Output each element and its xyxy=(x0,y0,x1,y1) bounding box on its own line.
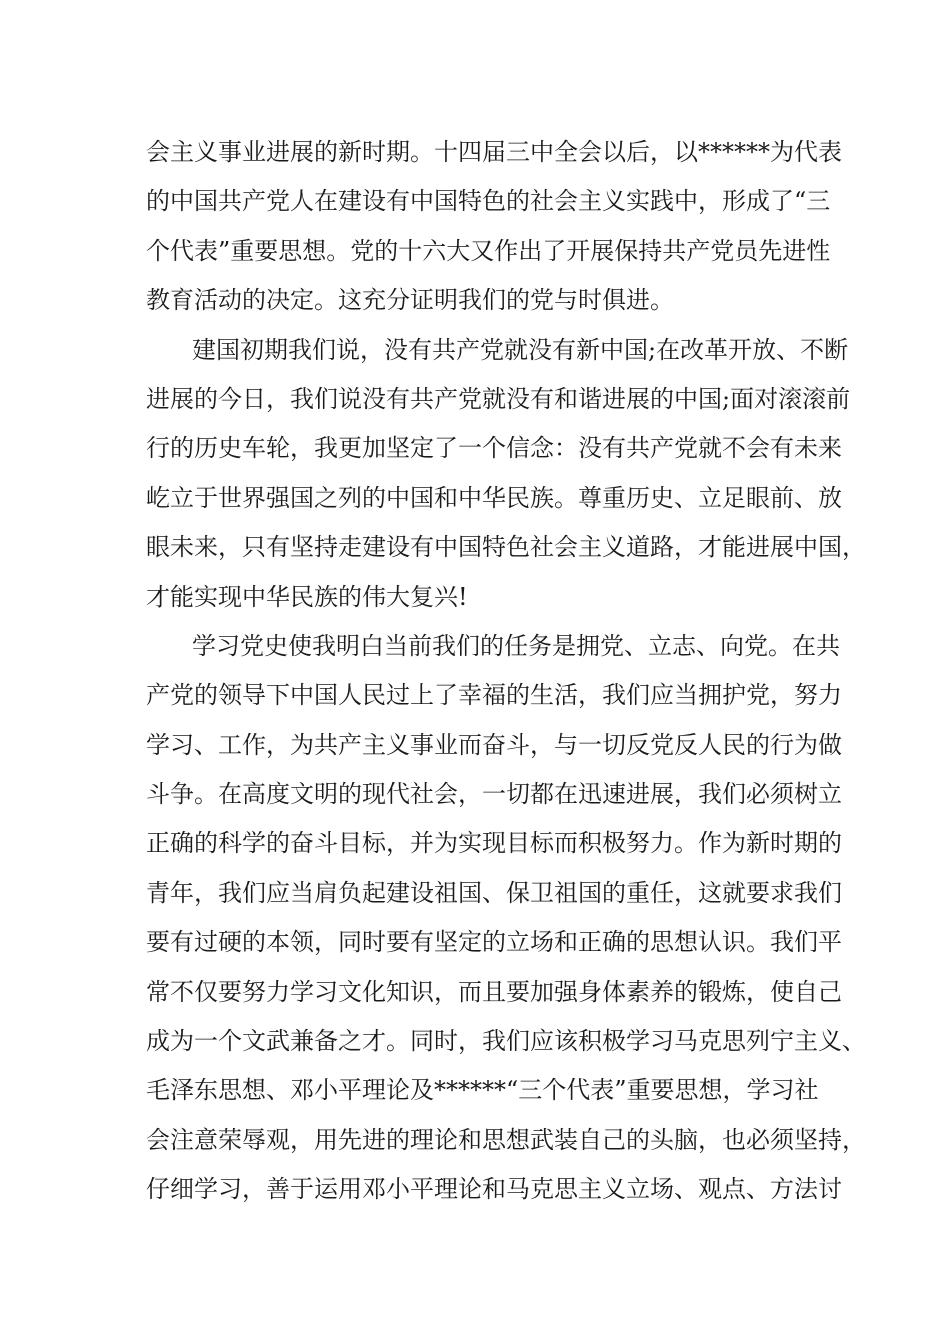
text-line: 学习、工作，为共产主义事业而奋斗，与一切反党反人民的行为做 xyxy=(146,730,842,759)
text-line: 会主义事业进展的新时期。十四届三中全会以后，以******为代表 xyxy=(146,138,842,166)
text-line: 的中国共产党人在建设有中国特色的社会主义实践中，形成了“三 xyxy=(146,187,831,216)
paragraph xyxy=(146,128,842,326)
paragraph xyxy=(146,622,866,1215)
text-line: 学习党史使我明白当前我们的任务是拥党、立志、向党。在共 xyxy=(192,631,840,660)
text-line: 会注意荣辱观，用先进的理论和思想武装自己的头脑，也必须坚持， xyxy=(146,1125,866,1154)
text-line: 仔细学习，善于运用邓小平理论和马克思主义立场、观点、方法讨 xyxy=(146,1175,842,1204)
text-line: 屹立于世界强国之列的中国和中华民族。尊重历史、立足眼前、放 xyxy=(146,483,842,512)
text-line: 常不仅要努力学习文化知识，而且要加强身体素养的锻炼，使自己 xyxy=(146,977,842,1006)
text-line: 才能实现中华民族的伟大复兴! xyxy=(146,582,468,611)
text-line: 建国初期我们说，没有共产党就没有新中国;在改革开放、不断 xyxy=(192,335,849,364)
document-body xyxy=(146,128,866,1215)
text-line: 斗争。在高度文明的现代社会，一切都在迅速进展，我们必须树立 xyxy=(146,780,842,809)
text-line: 正确的科学的奋斗目标，并为实现目标而积极努力。作为新时期的 xyxy=(146,829,842,858)
paragraph xyxy=(146,326,866,622)
text-line: 教育活动的决定。这充分证明我们的党与时俱进。 xyxy=(146,286,674,315)
text-line: 行的历史车轮，我更加坚定了一个信念：没有共产党就不会有未来 xyxy=(146,434,842,463)
text-line: 个代表”重要思想。党的十六大又作出了开展保持共产党员先进性 xyxy=(146,236,831,265)
text-line: 进展的今日，我们说没有共产党就没有和谐进展的中国;面对滚滚前 xyxy=(146,384,851,413)
text-line: 产党的领导下中国人民过上了幸福的生活，我们应当拥护党，努力 xyxy=(146,681,842,710)
text-line: 成为一个文武兼备之才。同时，我们应该积极学习马克思列宁主义、 xyxy=(146,1027,866,1056)
text-line: 青年，我们应当肩负起建设祖国、保卫祖国的重任，这就要求我们 xyxy=(146,878,842,907)
text-line: 要有过硬的本领，同时要有坚定的立场和正确的思想认识。我们平 xyxy=(146,928,842,957)
text-line: 眼未来，只有坚持走建设有中国特色社会主义道路，才能进展中国， xyxy=(146,533,866,562)
text-line: 毛泽东思想、邓小平理论及******“三个代表”重要思想，学习社 xyxy=(146,1076,819,1105)
